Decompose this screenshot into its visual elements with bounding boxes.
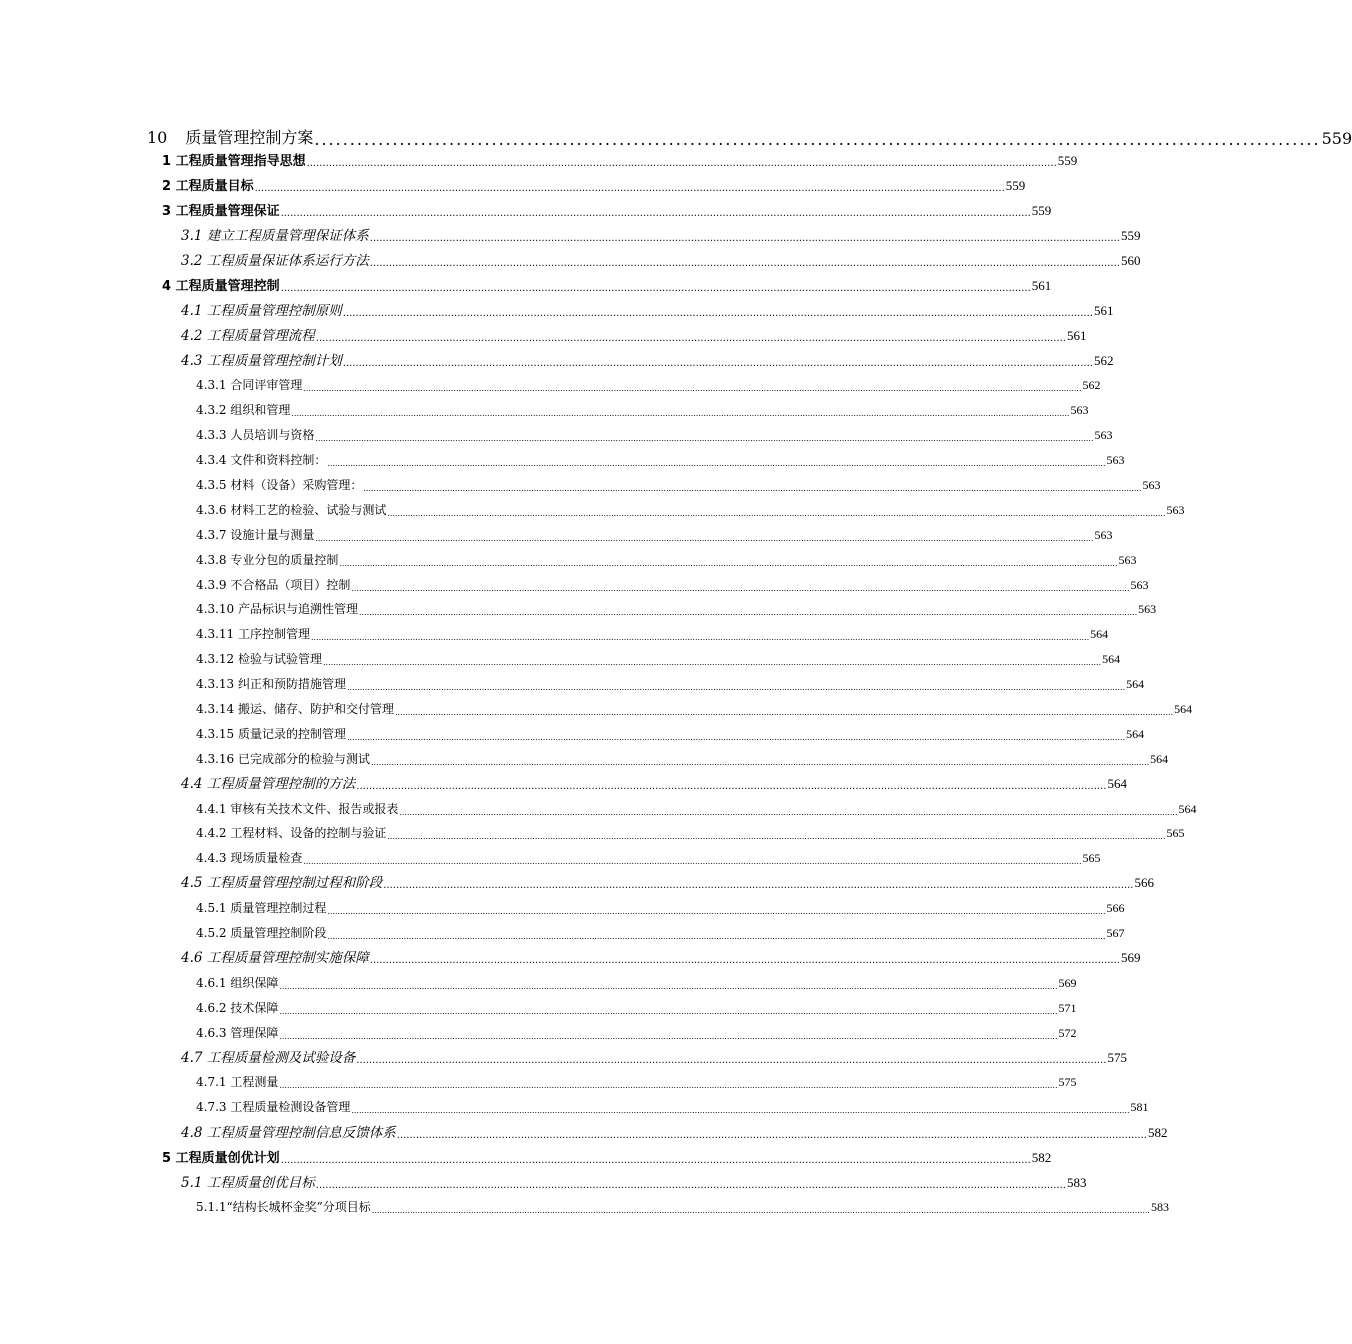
toc-entry-21[interactable]	[196, 650, 1121, 667]
toc-page-number: 563	[1106, 453, 1125, 467]
toc-leader: ..................................................................................................................................................................................................................................................................................................................	[279, 982, 1058, 991]
toc-page-number: 565	[1166, 826, 1185, 840]
toc-leader: ............................................................................................................................................................................................................................................	[254, 183, 1005, 194]
toc-page-number: 561	[1093, 303, 1114, 318]
toc-leader: ..................................................................................................................................................................................................................................................................................................................	[327, 459, 1106, 468]
toc-leader: ..................................................................................................................................................................................................................................................................................................................	[351, 1106, 1130, 1115]
toc-entry-title: 10 质量管理控制方案	[147, 128, 314, 147]
toc-leader: ..................................................................................................................................................................................................................................................................................................................	[351, 584, 1130, 593]
toc-entry-40[interactable]	[181, 1123, 1168, 1141]
toc-page-number: 566	[1134, 875, 1154, 890]
toc-entry-5[interactable]	[181, 251, 1141, 269]
toc-entry-33[interactable]	[181, 948, 1141, 966]
toc-entry-20[interactable]	[196, 625, 1109, 642]
toc-entry-41[interactable]	[162, 1148, 1052, 1166]
toc-entry-title: 4.3.9 不合格品（项目）控制	[196, 578, 351, 592]
toc-entry-title: 4.3.12 检验与试验管理	[196, 652, 322, 666]
toc-page-number: 562	[1082, 378, 1101, 392]
toc-entry-29[interactable]	[196, 849, 1101, 866]
toc-page-number: 569	[1120, 950, 1141, 965]
toc-entry-title: 4.5.2 质量管理控制阶段	[196, 926, 327, 940]
toc-leader: ..................................................................................................................................................................................................................................................................................................................	[346, 733, 1126, 742]
toc-entry-title: 4.7 工程质量检测及试验设备	[181, 1050, 356, 1066]
toc-page-number: 559	[1057, 153, 1078, 168]
toc-entry-title: 4.7.3 工程质量检测设备管理	[196, 1100, 351, 1114]
toc-page-number: 566	[1106, 901, 1125, 915]
toc-page-number: 563	[1166, 503, 1185, 517]
toc-page-number: 561	[1066, 328, 1087, 343]
toc-entry-title: 4.2 工程质量管理流程	[181, 328, 315, 344]
toc-leader: ..................................................................................................................................................................................................................................................................................................................	[327, 932, 1106, 941]
toc-leader: ..................................................................................................................................................................................................................................................................................................................	[387, 832, 1166, 841]
toc-leader: ..................................................................................................................................................................................................................................................................................................................	[363, 484, 1142, 493]
toc-page-number: 562	[1093, 353, 1114, 368]
toc-entry-title: 4.3.1 合同评审管理	[196, 378, 303, 392]
toc-entry-title: 4.3.11 工序控制管理	[196, 627, 310, 641]
toc-page-number: 565	[1082, 851, 1101, 865]
toc-leader: ..................................................................................................................................................................................................................................................................................................................	[358, 608, 1138, 617]
toc-entry-14[interactable]	[196, 476, 1161, 493]
toc-entry-38[interactable]	[196, 1073, 1077, 1090]
toc-page-number: 564	[1102, 652, 1121, 666]
toc-page-number: 560	[1120, 253, 1141, 268]
toc-entry-title: 4.4.2 工程材料、设备的控制与验证	[196, 826, 387, 840]
toc-page-number: 582	[1147, 1125, 1168, 1140]
toc-entry-23[interactable]	[196, 700, 1193, 717]
toc-entry-title: 2 工程质量目标	[162, 179, 254, 194]
toc-entry-title: 4.6.1 组织保障	[196, 976, 279, 990]
toc-entry-8[interactable]	[181, 326, 1087, 344]
toc-leader: ............................................................................................................................................................................................................................................	[369, 955, 1120, 966]
toc-entry-1[interactable]	[162, 151, 1078, 169]
toc-page-number: 559	[1005, 178, 1026, 193]
toc-entry-15[interactable]	[196, 501, 1185, 518]
toc-leader: ............................................................................................................................................................................................................................................	[369, 258, 1120, 269]
toc-entry-title: 4.3 工程质量管理控制计划	[181, 353, 342, 369]
toc-entry-title: 4.3.3 人员培训与资格	[196, 428, 315, 442]
toc-page-number: 559	[1031, 203, 1052, 218]
toc-page-number: 563	[1094, 528, 1113, 542]
toc-leader: ..................................................................................................................................................................................................................................................................................................................	[279, 1032, 1058, 1041]
toc-entry-title: 4.4.1 审核有关技术文件、报告或报表	[196, 802, 399, 816]
toc-entry-39[interactable]	[196, 1098, 1149, 1115]
toc-entry-26[interactable]	[181, 774, 1127, 792]
toc-entry-2[interactable]	[162, 176, 1026, 194]
toc-leader: ............................................................................................................................................................................................................................................	[342, 358, 1093, 369]
toc-entry-27[interactable]	[196, 800, 1197, 817]
toc-entry-title: 4.3.8 专业分包的质量控制	[196, 553, 339, 567]
toc-entry-31[interactable]	[196, 899, 1125, 916]
toc-entry-title: 5.1.1“结构长城杯金奖”分项目标	[196, 1200, 371, 1214]
toc-leader: ..................................................................................................................................................................................................................................................................................................................	[279, 1007, 1058, 1016]
toc-leader: ..................................................................................................................................................................................................................................................................................................................	[303, 384, 1082, 393]
toc-entry-0[interactable]	[147, 126, 1352, 149]
toc-entry-11[interactable]	[196, 401, 1089, 418]
toc-entry-22[interactable]	[196, 675, 1145, 692]
toc-page-number: 567	[1106, 926, 1125, 940]
toc-leader: ..................................................................................................................................................................................................................................................................................................................	[322, 658, 1102, 667]
toc-entry-title: 5 工程质量创优计划	[162, 1151, 280, 1166]
toc-leader: ............................................................................................................................................................................................................................................	[383, 880, 1134, 891]
toc-leader: ............................................................................................................................................................................................................................................	[356, 781, 1107, 792]
toc-leader: ..................................................................................................................................................................................................................................................................................................................	[339, 559, 1118, 568]
toc-leader: ............................................................................................................................................................................................................................................	[280, 1155, 1031, 1166]
toc-entry-28[interactable]	[196, 824, 1185, 841]
toc-leader: ............................................................................................................................................................................................................................................	[315, 1180, 1066, 1191]
toc-entry-title: 4.6 工程质量管理控制实施保障	[181, 950, 369, 966]
toc-page-number: 563	[1118, 553, 1137, 567]
toc-leader: ..................................................................................................................................................................................................................................................................................................................	[315, 434, 1094, 443]
toc-page-number: 564	[1090, 627, 1109, 641]
toc-entry-title: 4.4.3 现场质量检查	[196, 851, 303, 865]
toc-page-number: 564	[1178, 802, 1197, 816]
toc-page-number: 581	[1130, 1100, 1149, 1114]
toc-page-number: 564	[1107, 776, 1127, 791]
toc-page-number: 563	[1138, 602, 1157, 616]
toc-page-number: 564	[1126, 727, 1145, 741]
toc-leader: ..................................................................................................................................................................................................................................................................................................................	[394, 708, 1174, 717]
toc-entry-title: 4.3.7 设施计量与测量	[196, 528, 315, 542]
toc-leader: ............................................................................................................................................................................................................................................	[396, 1130, 1147, 1141]
toc-page-number: 569	[1058, 976, 1077, 990]
toc-page-number: 571	[1058, 1001, 1077, 1015]
toc-entry-6[interactable]	[162, 276, 1052, 294]
toc-leader: ..................................................................................................................................................................................................................................................................................................................	[327, 907, 1106, 916]
toc-entry-title: 1 工程质量管理指导思想	[162, 154, 306, 169]
toc-entry-title: 4.5 工程质量管理控制过程和阶段	[181, 875, 383, 891]
toc-entry-7[interactable]	[181, 301, 1114, 319]
toc-leader: ..................................................................................................................................................................................................................................................................................................................	[371, 1206, 1150, 1215]
toc-leader: ............................................................................................................................................................................................................................................	[280, 208, 1031, 219]
toc-leader: ..................................................................................................................................................................................................................................................................................................................	[387, 509, 1166, 518]
toc-leader: ..................................................................................................................................................................................................................................................................................................................	[346, 683, 1126, 692]
toc-page-number: 563	[1142, 478, 1161, 492]
toc-leader: ............................................................................................................................................................................................................................................	[280, 283, 1031, 294]
toc-page-number: 575	[1107, 1050, 1127, 1065]
toc-entry-title: 4.3.6 材料工艺的检验、试验与测试	[196, 503, 387, 517]
toc-entry-3[interactable]	[162, 201, 1052, 219]
toc-entry-title: 4.6.2 技术保障	[196, 1001, 279, 1015]
toc-leader: ............................................................................................................................................................................................................................................	[356, 1055, 1107, 1066]
toc-entry-30[interactable]	[181, 873, 1154, 891]
toc-page-number: 575	[1058, 1075, 1077, 1089]
toc-entry-16[interactable]	[196, 526, 1113, 543]
toc-entry-24[interactable]	[196, 725, 1145, 742]
toc-page-number: 583	[1150, 1200, 1169, 1214]
toc-entry-title: 4.3.16 已完成部分的检验与测试	[196, 752, 370, 766]
toc-leader: ............................................................................................................................................................................................................................................	[306, 158, 1057, 169]
toc-leader: ..................................................................................................................................................................................................................................................................................................................	[315, 534, 1094, 543]
toc-entry-title: 4.1 工程质量管理控制原则	[181, 303, 342, 319]
toc-leader: ............................................................................................................................................................................................................................................	[315, 333, 1066, 344]
toc-page-number: 582	[1031, 1150, 1052, 1165]
toc-entry-19[interactable]	[196, 600, 1157, 617]
toc-entry-title: 5.1 工程质量创优目标	[181, 1175, 315, 1191]
toc-page-number: 563	[1094, 428, 1113, 442]
toc-page-number: 572	[1058, 1026, 1077, 1040]
toc-leader: ............................................................................................................................................................................................................................................	[342, 308, 1093, 319]
toc-entry-34[interactable]	[196, 974, 1077, 991]
toc-entry-title: 4.4 工程质量管理控制的方法	[181, 776, 356, 792]
toc-entry-title: 3.2 工程质量保证体系运行方法	[181, 253, 369, 269]
toc-leader: ..................................................................................................................................................................................................................................................................................................................	[310, 633, 1090, 642]
toc-entry-title: 4.6.3 管理保障	[196, 1026, 279, 1040]
toc-page-number: 564	[1126, 677, 1145, 691]
toc-leader: ..................................................................................................................................................................................................................................................................................................................	[303, 857, 1082, 866]
toc-leader: ..................................................................................................................................................................................................................................................................................................................	[399, 808, 1178, 817]
toc-entry-title: 3.1 建立工程质量管理保证体系	[181, 228, 369, 244]
toc-entry-title: 4 工程质量管理控制	[162, 279, 280, 294]
toc-entry-title: 4.7.1 工程测量	[196, 1075, 279, 1089]
toc-leader: ..............................................................................................................................................	[314, 130, 1321, 149]
toc-entry-title: 4.8 工程质量管理控制信息反馈体系	[181, 1125, 396, 1141]
toc-page-number: 564	[1150, 752, 1169, 766]
toc-entry-17[interactable]	[196, 551, 1137, 568]
toc-page-number: 559	[1321, 129, 1352, 148]
toc-entry-title: 4.3.14 搬运、储存、防护和交付管理	[196, 702, 394, 716]
toc-entry-title: 3 工程质量管理保证	[162, 204, 280, 219]
toc-entry-title: 4.3.4 文件和资料控制：	[196, 453, 327, 467]
toc-entry-title: 4.3.2 组织和管理	[196, 403, 291, 417]
toc-entry-12[interactable]	[196, 426, 1113, 443]
toc-entry-4[interactable]	[181, 226, 1141, 244]
toc-page-number: 564	[1174, 702, 1193, 716]
toc-entry-25[interactable]	[196, 750, 1169, 767]
toc-leader: ..................................................................................................................................................................................................................................................................................................................	[279, 1081, 1058, 1090]
toc-entry-title: 4.3.5 材料（设备）采购管理：	[196, 478, 363, 492]
toc-page-number: 563	[1070, 403, 1089, 417]
toc-entry-18[interactable]	[196, 576, 1149, 593]
toc-leader: ............................................................................................................................................................................................................................................	[369, 233, 1120, 244]
toc-leader: ..................................................................................................................................................................................................................................................................................................................	[370, 758, 1150, 767]
toc-entry-title: 4.3.13 纠正和预防措施管理	[196, 677, 346, 691]
toc-entry-37[interactable]	[181, 1048, 1127, 1066]
toc-entry-10[interactable]	[196, 376, 1101, 393]
toc-entry-title: 4.3.10 产品标识与追溯性管理	[196, 602, 358, 616]
toc-entry-42[interactable]	[181, 1173, 1087, 1191]
toc-leader: ..................................................................................................................................................................................................................................................................................................................	[291, 409, 1070, 418]
toc-page-number: 583	[1066, 1175, 1087, 1190]
toc-entry-title: 4.3.15 质量记录的控制管理	[196, 727, 346, 741]
toc-page-number: 561	[1031, 278, 1052, 293]
toc-page-number: 559	[1120, 228, 1141, 243]
toc-entry-35[interactable]	[196, 999, 1077, 1016]
toc-entry-13[interactable]	[196, 451, 1125, 468]
toc-entry-32[interactable]	[196, 924, 1125, 941]
toc-page-number: 563	[1130, 578, 1149, 592]
toc-entry-9[interactable]	[181, 351, 1114, 369]
toc-entry-43[interactable]	[196, 1198, 1169, 1215]
toc-entry-36[interactable]	[196, 1024, 1077, 1041]
toc-entry-title: 4.5.1 质量管理控制过程	[196, 901, 327, 915]
